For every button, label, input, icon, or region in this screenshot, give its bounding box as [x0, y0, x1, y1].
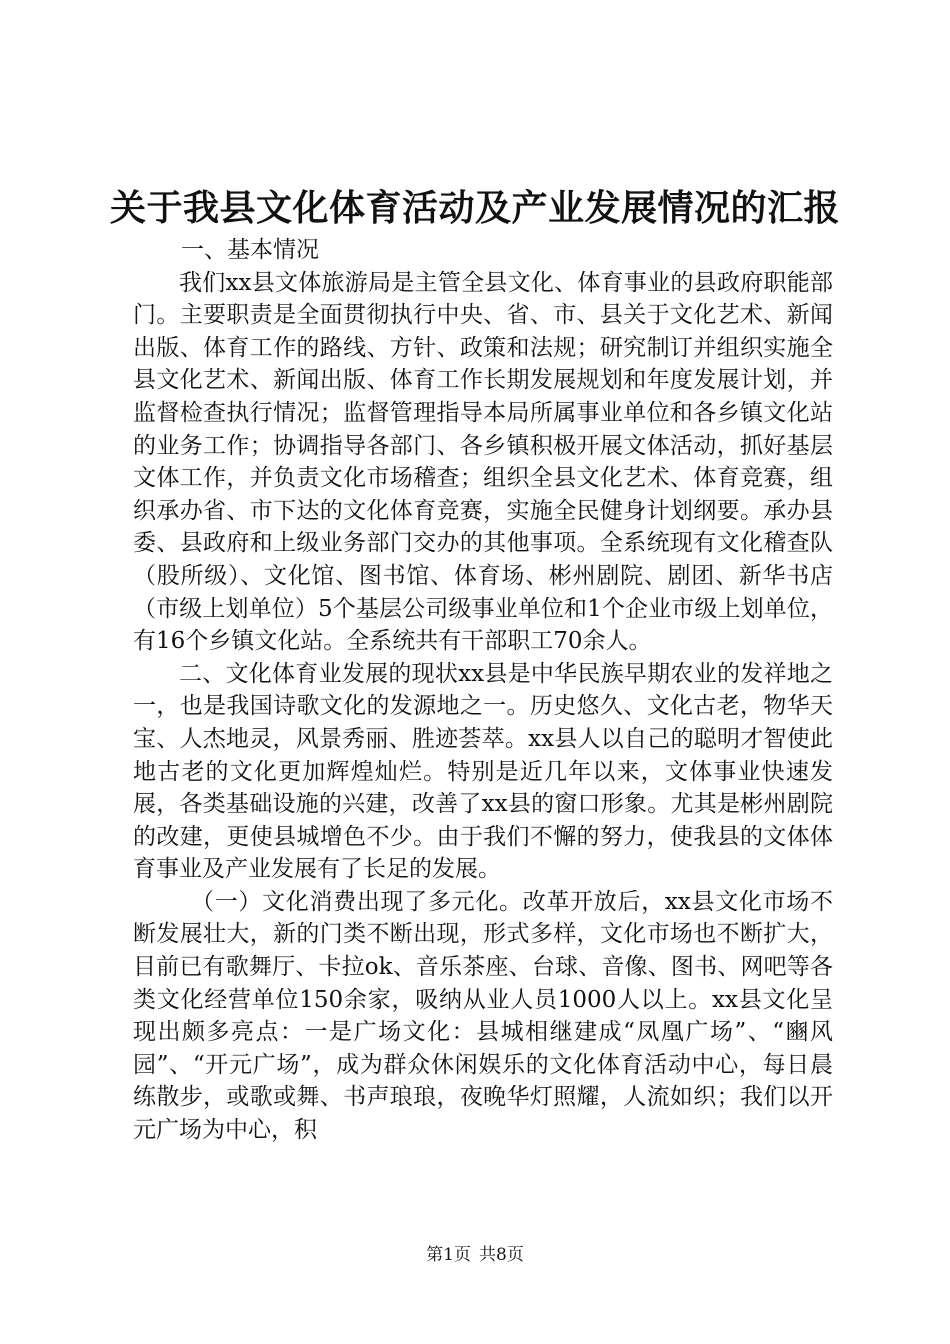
paragraph-development-status: 二、文化体育业发展的现状xx县是中华民族早期农业的发祥地之一，也是我国诗歌文化的发源地之一。历史悠久、文化古老，物华天宝、人杰地灵，风景秀丽、胜迹荟萃。xx县人以自己的聪明才智使此地古老的文化更加辉煌灿烂。特别是近几年以来，文体事业快速发展，各类基础设施的兴建，改善了xx县的窗口形象。尤其是彬州剧院的改建，更使县城增色不少。由于我们不懈的努力，使我县的文体体育事业及产业发展有了长足的发展。: [133, 660, 833, 883]
section-heading-basic-info: 一、基本情况: [181, 237, 319, 263]
paragraph-cultural-consumption: （一）文化消费出现了多元化。改革开放后，xx县文化市场不断发展壮大，新的门类不断出现，形式多样，文化市场也不断扩大，目前已有歌舞厅、卡拉ok、音乐茶座、台球、音像、图书、网吧等各类文化经营单位150余家，吸纳从业人员1000人以上。xx县文化呈现出颇多亮点：一是广场文化：县城相继建成“凤凰广场”、“豳风园”、“开元广场”，成为群众休闲娱乐的文化体育活动中心，每日晨练散步，或歌或舞、书声琅琅，夜晚华灯照耀，人流如织；我们以开元广场为中心，积: [133, 888, 833, 1144]
document-body: [133, 234, 833, 1147]
page-total: 共8页: [479, 1245, 524, 1265]
document-title: 关于我县文化体育活动及产业发展情况的汇报: [109, 187, 840, 229]
paragraph-basic-info: 我们xx县文体旅游局是主管全县文化、体育事业的县政府职能部门。主要职责是全面贯彻执行中央、省、市、县关于文化艺术、新闻出版、体育工作的路线、方针、政策和法规；研究制订并组织实施全县文化艺术、新闻出版、体育工作长期发展规划和年度发展计划，并监督检查执行情况；监督管理指导本局所属事业单位和各乡镇文化站的业务工作；协调指导各部门、各乡镇积极开展文体活动，抓好基层文体工作，并负责文化市场稽查；组织全县文化艺术、体育竞赛，组织承办省、市下达的文化体育竞赛，实施全民健身计划纲要。承办县委、县政府和上级业务部门交办的其他事项。全系统现有文化稽查队（股所级）、文化馆、图书馆、体育场、彬州剧院、剧团、新华书店（市级上划单位）5个基层公司级事业单位和1个企业市级上划单位，有16个乡镇文化站。全系统共有干部职工70余人。: [133, 269, 833, 655]
page-footer: [0, 1243, 950, 1267]
page-number: 第1页: [426, 1245, 471, 1265]
